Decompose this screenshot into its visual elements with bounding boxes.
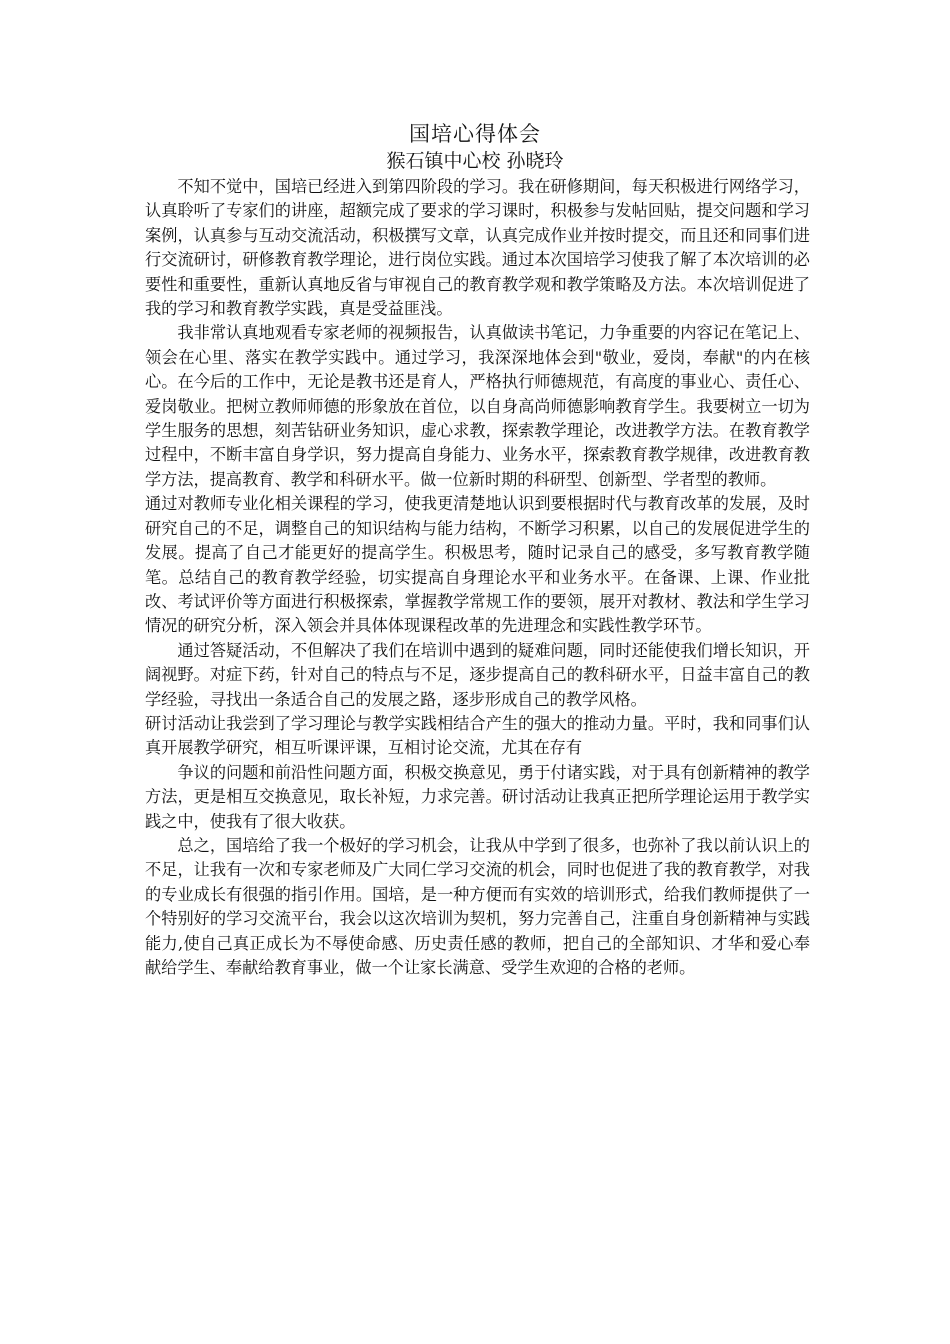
document-body xyxy=(145,175,810,980)
author-line: 猴石镇中心校 孙晓玲 xyxy=(386,150,564,172)
document-title: 国培心得体会 xyxy=(409,122,541,146)
paragraph: 研讨活动让我尝到了学习理论与教学实践相结合产生的强大的推动力量。平时，我和同事们认真开展教学研究，相互听课评课，互相讨论交流，尤其在存有 xyxy=(145,713,810,758)
document-header xyxy=(0,120,950,174)
paragraph: 不知不觉中，国培已经进入到第四阶段的学习。我在研修期间，每天积极进行网络学习，认真聆听了专家们的讲座，超额完成了要求的学习课时，积极参与发帖回贴，提交问题和学习案例，认真参与互动交流活动，积极撰写文章，认真完成作业并按时提交，而且还和同事们进行交流研讨，研修教育教学理论，进行岗位实践。通过本次国培学习使我了解了本次培训的必要性和重要性，重新认真地反省与审视自己的教育教学观和教学策略及方法。本次培训促进了我的学习和教育教学实践，真是受益匪浅。 xyxy=(145,177,810,319)
paragraph: 通过对教师专业化相关课程的学习，使我更清楚地认识到要根据时代与教育改革的发展，及时研究自己的不足，调整自己的知识结构与能力结构，不断学习积累，以自己的发展促进学生的发展。提高了自己才能更好的提高学生。积极思考，随时记录自己的感受，多写教育教学随笔。总结自己的教育教学经验，切实提高自身理论水平和业务水平。在备课、上课、作业批改、考试评价等方面进行积极探索，掌握教学常规工作的要领，展开对教材、教法和学生学习情况的研究分析，深入领会并具体体现课程改革的先进理念和实践性教学环节。 xyxy=(145,494,810,636)
paragraph: 通过答疑活动，不但解决了我们在培训中遇到的疑难问题，同时还能使我们增长知识，开阔视野。对症下药，针对自己的特点与不足，逐步提高自己的教科研水平，日益丰富自己的教学经验，寻找出一条适合自己的发展之路，逐步形成自己的教学风格。 xyxy=(145,640,810,709)
paragraph: 总之，国培给了我一个极好的学习机会，让我从中学到了很多，也弥补了我以前认识上的不足，让我有一次和专家老师及广大同仁学习交流的机会，同时也促进了我的教育教学，对我的专业成长有很强的指引作用。国培，是一种方便而有实效的培训形式，给我们教师提供了一个特别好的学习交流平台，我会以这次培训为契机，努力完善自己，注重自身创新精神与实践能力,使自己真正成长为不辱使命感、历史责任感的教师，把自己的全部知识、才华和爱心奉献给学生、奉献给教育事业，做一个让家长满意、受学生欢迎的合格的老师。 xyxy=(145,835,810,977)
paragraph: 争议的问题和前沿性问题方面，积极交换意见，勇于付诸实践，对于具有创新精神的教学方法，更是相互交换意见，取长补短，力求完善。研讨活动让我真正把所学理论运用于教学实践之中，使我有了很大收获。 xyxy=(145,762,810,831)
paragraph: 我非常认真地观看专家老师的视频报告，认真做读书笔记，力争重要的内容记在笔记上、领会在心里、落实在教学实践中。通过学习，我深深地体会到"敬业，爱岗，奉献"的内在核心。在今后的工作中，无论是教书还是育人，严格执行师德规范，有高度的事业心、责任心、爱岗敬业。把树立教师师德的形象放在首位，以自身高尚师德影响教育学生。我要树立一切为学生服务的思想，刻苦钻研业务知识，虚心求教，探索教学理论，改进教学方法。在教育教学过程中，不断丰富自身学识，努力提高自身能力、业务水平，探索教育教学规律，改进教育教学方法，提高教育、教学和科研水平。做一位新时期的科研型、创新型、学者型的教师。 xyxy=(145,323,810,489)
